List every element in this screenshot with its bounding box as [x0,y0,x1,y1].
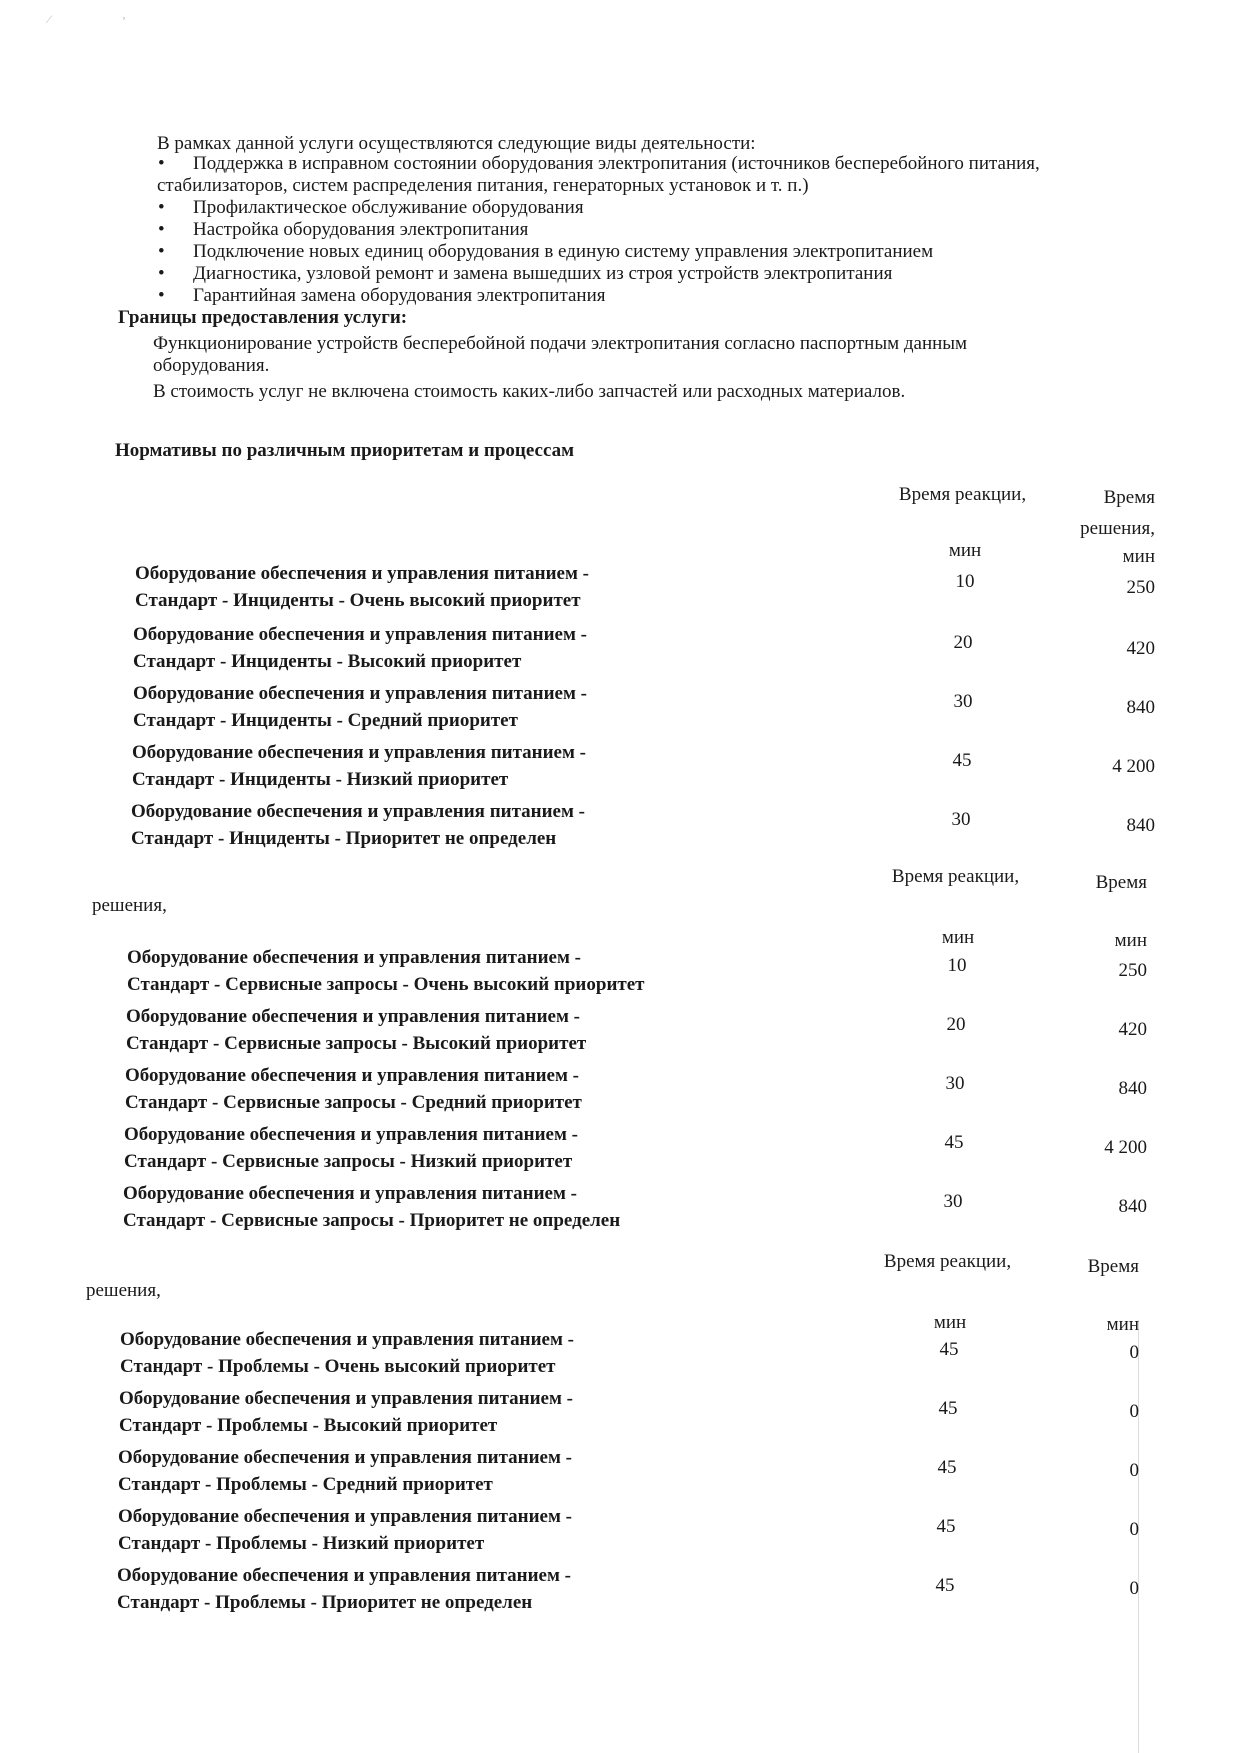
resolution-value: 0 [1129,1342,1139,1363]
reaction-value: 45 [938,1398,958,1419]
norms-heading: Нормативы по различным приоритетам и процессам [115,440,575,461]
bullet-mark: • [158,197,165,218]
reaction-time-header: Время реакции, [898,484,1027,505]
table-row-label: Оборудование обеспечения и управления питанием - Стандарт - Инциденты - Низкий приоритет [132,742,586,790]
bullet-mark: • [158,219,165,240]
scan-artifact: ʼ [122,14,126,28]
reaction-value: 45 [935,1575,955,1596]
reaction-value: 45 [937,1457,957,1478]
bullet-mark: • [158,263,165,284]
bullet-item: Диагностика, узловой ремонт и замена вышедших из строя устройств электропитания [193,263,893,284]
reaction-value: 20 [946,1014,966,1035]
reaction-value: 30 [945,1073,965,1094]
resolution-value: 840 [1118,1078,1147,1099]
table-row-label: Оборудование обеспечения и управления питанием - Стандарт - Инциденты - Очень высокий приоритет [135,563,589,611]
resolution-time-header-cont: решения, [86,1280,161,1301]
table-row-label: Оборудование обеспечения и управления питанием - Стандарт - Проблемы - Средний приоритет [118,1447,572,1495]
reaction-value: 30 [943,1191,963,1212]
bullet-item: Гарантийная замена оборудования электропитания [193,285,606,306]
cost-note: В стоимость услуг не включена стоимость каких-либо запчастей или расходных материалов. [153,381,906,402]
resolution-unit: мин [1106,1314,1139,1335]
bullet-mark: • [158,285,165,306]
resolution-value: 420 [1118,1019,1147,1040]
table-row-label: Оборудование обеспечения и управления питанием - Стандарт - Проблемы - Приоритет не определен [117,1565,571,1613]
resolution-value: 840 [1118,1196,1147,1217]
boundaries-paragraph-continuation: оборудования. [153,355,270,376]
reaction-value: 45 [944,1132,964,1153]
table-row-label: Оборудование обеспечения и управления питанием - Стандарт - Сервисные запросы - Очень высокий приоритет [127,947,645,995]
boundaries-heading: Границы предоставления услуги: [118,307,408,328]
bullet-item: Настройка оборудования электропитания [193,219,529,240]
table-row-label: Оборудование обеспечения и управления питанием - Стандарт - Проблемы - Высокий приоритет [119,1388,573,1436]
reaction-value: 30 [951,809,971,830]
bullet-item: Профилактическое обслуживание оборудования [193,197,584,218]
table-row-label: Оборудование обеспечения и управления питанием - Стандарт - Проблемы - Низкий приоритет [118,1506,572,1554]
bullet-mark: • [158,241,165,262]
reaction-time-header: Время реакции, [891,866,1020,887]
resolution-value: 0 [1129,1578,1139,1599]
resolution-value: 250 [1126,577,1155,598]
reaction-value: 10 [955,571,975,592]
reaction-value: 30 [953,691,973,712]
table-row-label: Оборудование обеспечения и управления питанием - Стандарт - Сервисные запросы - Высокий приоритет [126,1006,587,1054]
reaction-value: 20 [953,632,973,653]
scan-artifact: ⁄ [48,12,51,26]
reaction-unit: мин [933,1312,967,1333]
table-row-label: Оборудование обеспечения и управления питанием - Стандарт - Сервисные запросы - Средний приоритет [125,1065,582,1113]
resolution-time-header: Время [1087,1256,1139,1277]
resolution-time-header-cont: решения, [92,895,167,916]
resolution-unit: мин [1114,930,1147,951]
table-row-label: Оборудование обеспечения и управления питанием - Стандарт - Проблемы - Очень высокий приоритет [120,1329,574,1377]
table-row-label: Оборудование обеспечения и управления питанием - Стандарт - Сервисные запросы - Приоритет не определен [123,1183,621,1231]
reaction-value: 45 [939,1339,959,1360]
resolution-value: 4 200 [1112,756,1155,777]
reaction-value: 45 [952,750,972,771]
bullet-item: Поддержка в исправном состоянии оборудования электропитания (источников бесперебойного питания, [193,153,1040,174]
table-row-label: Оборудование обеспечения и управления питанием - Стандарт - Инциденты - Высокий приоритет [133,624,587,672]
table-row-label: Оборудование обеспечения и управления питанием - Стандарт - Инциденты - Приоритет не определен [131,801,585,849]
resolution-value: 0 [1129,1401,1139,1422]
bullet-item-continuation: стабилизаторов, систем распределения питания, генераторных установок и т. п.) [157,175,809,196]
resolution-time-header: Время [1103,487,1155,508]
resolution-value: 250 [1118,960,1147,981]
reaction-time-header: Время реакции, [883,1251,1012,1272]
bullet-mark: • [158,153,165,174]
resolution-value: 0 [1129,1519,1139,1540]
resolution-unit: мин [1122,546,1155,567]
resolution-value: 420 [1126,638,1155,659]
resolution-value: 840 [1126,815,1155,836]
reaction-unit: мин [941,927,975,948]
reaction-value: 45 [936,1516,956,1537]
resolution-value: 4 200 [1104,1137,1147,1158]
table-row-label: Оборудование обеспечения и управления питанием - Стандарт - Инциденты - Средний приоритет [133,683,587,731]
resolution-time-header-cont: решения, [1080,518,1155,539]
resolution-value: 840 [1126,697,1155,718]
resolution-time-header: Время [1095,872,1147,893]
reaction-value: 10 [947,955,967,976]
bullet-item: Подключение новых единиц оборудования в единую систему управления электропитанием [193,241,934,262]
intro-lead: В рамках данной услуги осуществляются следующие виды деятельности: [157,133,756,154]
resolution-value: 0 [1129,1460,1139,1481]
boundaries-paragraph: Функционирование устройств бесперебойной подачи электропитания согласно паспортным данным [153,333,968,354]
table-row-label: Оборудование обеспечения и управления питанием - Стандарт - Сервисные запросы - Низкий приоритет [124,1124,578,1172]
reaction-unit: мин [948,540,982,561]
